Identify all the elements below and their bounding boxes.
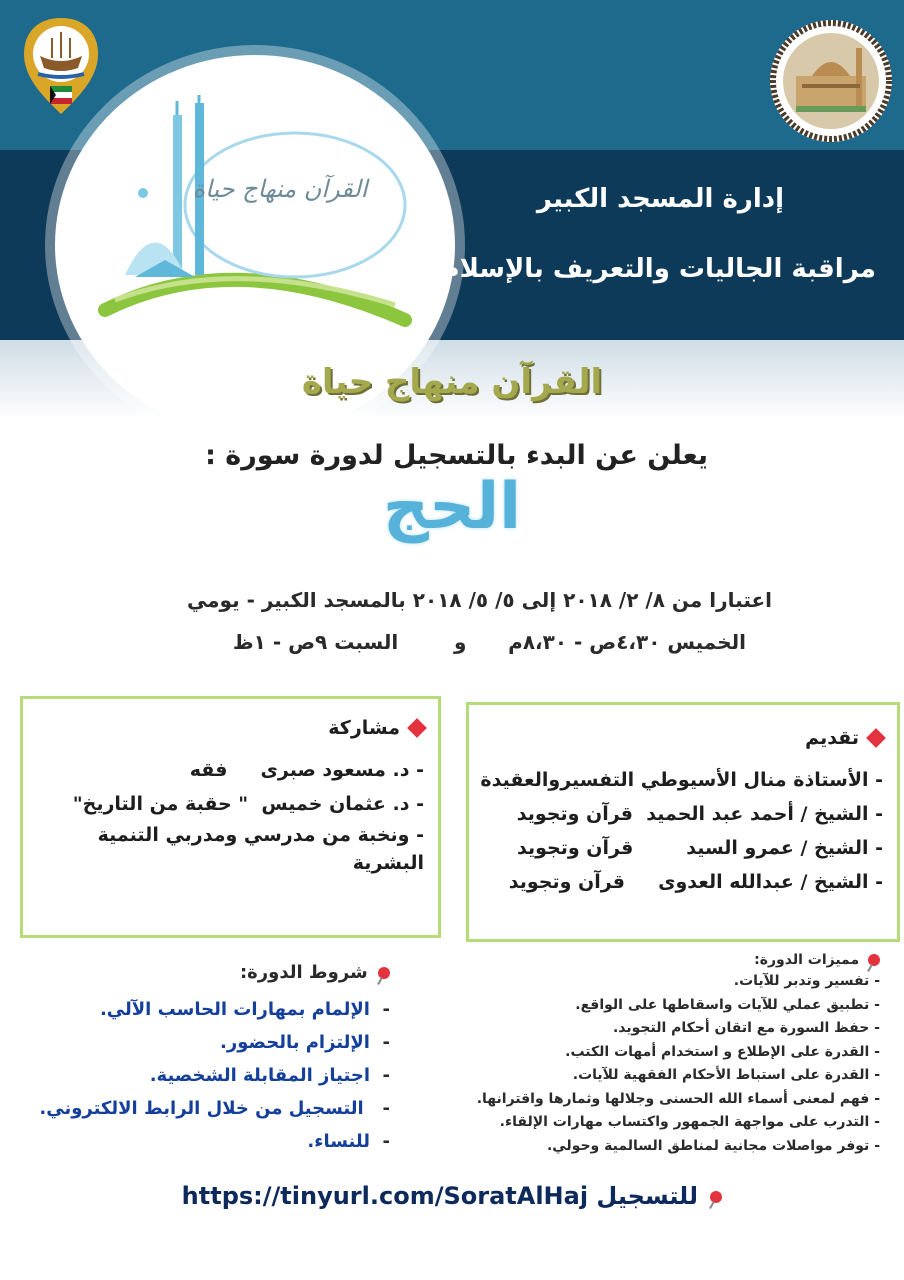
date-range-line: اعتبارا من ٨/ ٢/ ٢٠١٨ إلى ٥/ ٥/ ٢٠١٨ بالمسجد الكبير - يومي bbox=[186, 588, 772, 612]
feature-item: - القدرة على استباط الأحكام الفقهية للآيات. bbox=[572, 1067, 880, 1083]
pushpin-icon bbox=[868, 954, 880, 966]
presenter-item: - الشيخ / عمرو السيد قرآن وتجويد bbox=[517, 837, 883, 859]
feature-item: - القدرة على الإطلاع و استخدام أمهات الكتب. bbox=[565, 1043, 880, 1060]
program-title: القرآن منهاج حياة bbox=[301, 362, 603, 402]
participants-heading bbox=[31, 717, 424, 739]
mosque-emblem-icon bbox=[768, 18, 894, 144]
condition-item: - اجتياز المقابلة الشخصية. bbox=[149, 1065, 390, 1086]
feature-item: - توفر مواصلات مجانية لمناطق السالمية وحولي. bbox=[546, 1137, 880, 1154]
pushpin-icon bbox=[378, 967, 390, 979]
feature-item: - حفظ السورة مع اتقان أحكام التجويد. bbox=[612, 1020, 880, 1036]
program-logo-art bbox=[95, 95, 415, 335]
features-heading-label: مميزات الدورة: bbox=[754, 952, 860, 968]
condition-item: - الإلتزام بالحضور. bbox=[220, 1032, 390, 1053]
department-subtitle: مراقبة الجاليات والتعريف بالإسلام bbox=[440, 254, 876, 284]
kuwait-emblem-icon bbox=[18, 14, 104, 118]
presenters-heading bbox=[479, 727, 883, 749]
participants-box bbox=[20, 696, 441, 938]
conditions-section bbox=[10, 962, 390, 1158]
condition-item: - التسجيل من خلال الرابط الالكتروني. bbox=[39, 1098, 390, 1119]
pushpin-icon bbox=[710, 1191, 722, 1203]
registration-label: للتسجيل bbox=[596, 1182, 698, 1210]
presenters-box bbox=[466, 702, 900, 942]
department-title: إدارة المسجد الكبير bbox=[536, 184, 784, 214]
condition-item: - للنساء. bbox=[307, 1131, 390, 1152]
registration-link[interactable]: https://tinyurl.com/SoratAlHaj bbox=[181, 1182, 589, 1210]
participant-item: - ونخبة من مدرسي ومدربي التنمية البشرية bbox=[97, 824, 424, 874]
announcement-text: يعلن عن البدء بالتسجيل لدورة سورة : bbox=[205, 440, 708, 471]
features-heading bbox=[440, 952, 880, 968]
participants-heading-label: مشاركة bbox=[328, 717, 400, 739]
condition-item: - الإلمام بمهارات الحاسب الآلي. bbox=[99, 999, 390, 1020]
presenter-item: - الأستاذة منال الأسيوطي التفسيروالعقيدة bbox=[480, 769, 883, 791]
logo-script-text: القرآن منهاج حياة bbox=[192, 175, 368, 203]
time-schedule-line: الخميس ٤،٣٠ص - ٨،٣٠م و السبت ٩ص - ١ظ bbox=[232, 630, 746, 654]
red-diamond-icon bbox=[866, 728, 886, 748]
presenters-heading-label: تقديم bbox=[805, 727, 859, 749]
participant-item: - د. مسعود صبرى فقه bbox=[189, 759, 424, 781]
feature-item: - فهم لمعنى أسماء الله الحسنى وجلالها وثمارها واقترانها. bbox=[476, 1090, 880, 1107]
participant-item: - د. عثمان خميس " حقبة من التاريخ" bbox=[72, 793, 424, 815]
feature-item: - تفسير وتدبر للآيات. bbox=[733, 973, 880, 989]
presenter-item: - الشيخ / عبدالله العدوى قرآن وتجويد bbox=[508, 871, 883, 893]
conditions-heading bbox=[10, 962, 390, 983]
registration-line bbox=[0, 1182, 904, 1210]
surah-name: الحج bbox=[382, 470, 522, 544]
conditions-heading-label: شروط الدورة: bbox=[239, 962, 368, 983]
presenter-item: - الشيخ / أحمد عبد الحميد قرآن وتجويد bbox=[516, 803, 883, 825]
features-section bbox=[440, 952, 880, 1158]
red-diamond-icon bbox=[407, 718, 427, 738]
feature-item: - التدرب على مواجهة الجمهور واكتساب مهارات الإلقاء. bbox=[499, 1114, 880, 1130]
feature-item: - تطبيق عملي للآيات واسقاطها على الواقع. bbox=[575, 996, 880, 1013]
